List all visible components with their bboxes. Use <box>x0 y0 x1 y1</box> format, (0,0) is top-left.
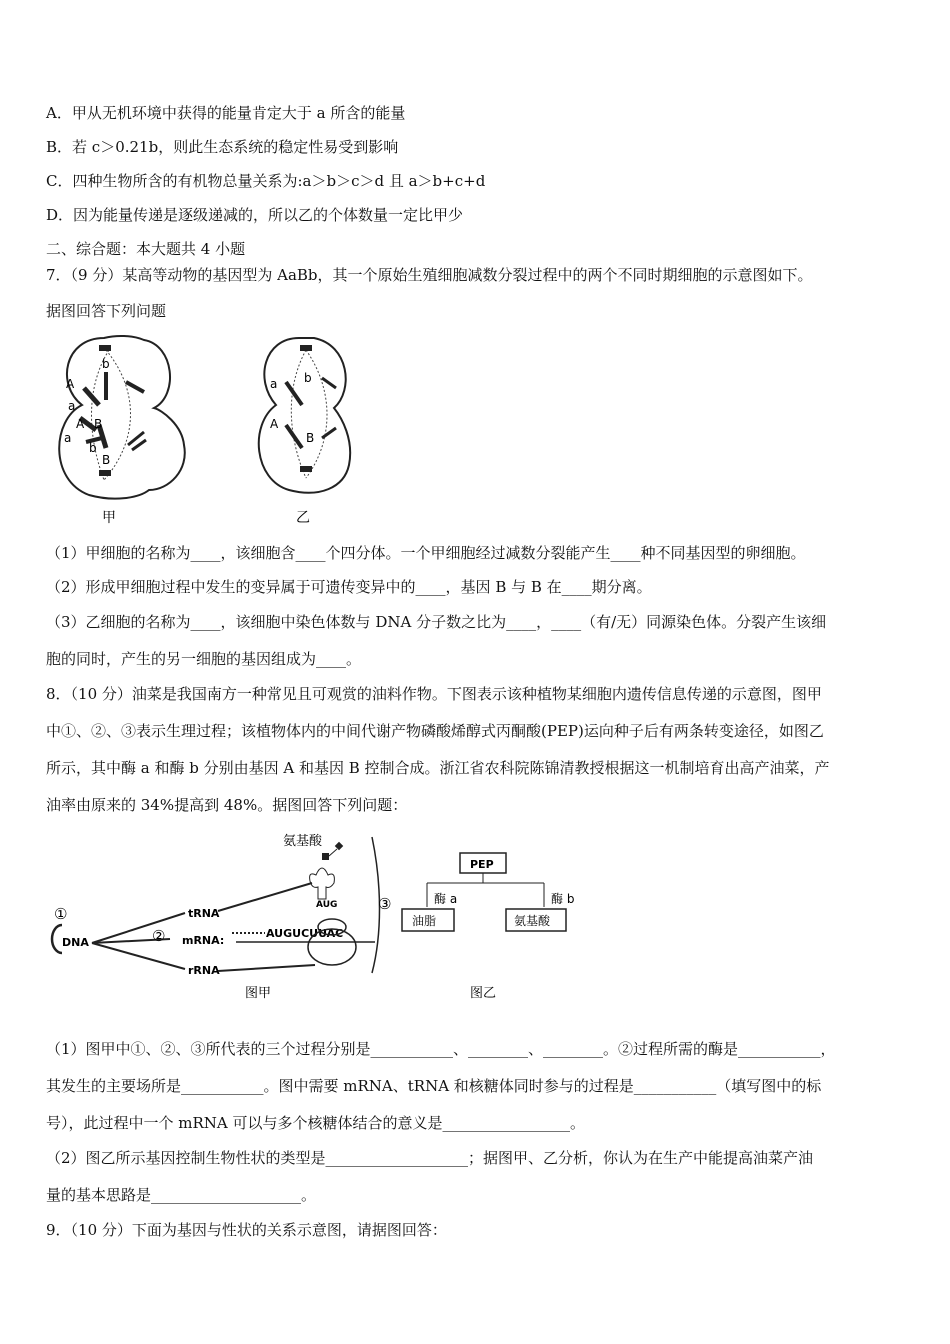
amino-acid-label: 氨基酸 <box>283 834 323 849</box>
mrna-label: mRNA: <box>182 934 225 947</box>
q8-stem-line1: 8．（10 分）油菜是我国南方一种常见且可观赏的油料作物。下图表示该种植物某细胞内遗传信息传递的示意图，图甲 <box>46 685 822 703</box>
q8-figures <box>40 825 600 1005</box>
q7-sub1: （1）甲细胞的名称为____，该细胞含____个四分体。一个甲细胞经过减数分裂能产生____种不同基因型的卵细胞。 <box>46 544 806 562</box>
cell-yi <box>259 338 350 526</box>
circle-3: ③ <box>378 895 392 913</box>
enzyme-a-label: 酶 a <box>434 892 458 906</box>
q8-sub1-line2: 其发生的主要场所是___________。图中需要 mRNA、tRNA 和核糖体同时参与的过程是___________（填写图中的标 <box>46 1077 822 1095</box>
cell-jia <box>59 336 185 526</box>
q8-stem-line3: 所示，其中酶 a 和酶 b 分别由基因 A 和基因 B 控制合成。浙江省农科院陈锦清教授根据这一机制培育出高产油菜，产 <box>46 759 830 777</box>
sequence-label: AUGUCUUAC <box>266 927 344 940</box>
option-c: C．四种生物所含的有机物总量关系为:a＞b＞c＞d 且 a＞b+c+d <box>46 172 486 190</box>
yi-label-a: a <box>270 377 278 391</box>
section-heading: 二、综合题：本大题共 4 小题 <box>46 240 246 258</box>
pep-label: PEP <box>470 858 494 871</box>
figure-yi <box>402 853 574 1001</box>
q7-stem-line1: 7．（9 分）某高等动物的基因型为 AaBb，其一个原始生殖细胞减数分裂过程中的两个不同时期细胞的示意图如下。 <box>46 266 813 284</box>
q7-sub3-line1: （3）乙细胞的名称为____，该细胞中染色体数与 DNA 分子数之比为____，____（有/无）同源染色体。分裂产生该细 <box>46 613 827 631</box>
circle-2: ② <box>152 927 166 945</box>
q8-sub1-line1: （1）图甲中①、②、③所代表的三个过程分别是___________、________、________。②过程所需的酶是___________， <box>46 1040 836 1058</box>
yi-label-B: B <box>306 431 315 445</box>
q7-sub3-line2: 胞的同时，产生的另一细胞的基因组成为____。 <box>46 650 362 668</box>
q7-sub2: （2）形成甲细胞过程中发生的变异属于可遗传变异中的____，基因 B 与 B 在____期分离。 <box>46 578 652 596</box>
figure-jia <box>52 834 391 1001</box>
oil-label: 油脂 <box>412 914 437 928</box>
q8-stem-line4: 油率由原来的 34%提高到 48%。据图回答下列问题： <box>46 796 408 814</box>
yi-label-A: A <box>270 417 279 431</box>
fig-jia-caption: 甲 <box>102 510 116 526</box>
amino-box-label: 氨基酸 <box>514 914 551 928</box>
q8-stem-line2: 中①、②、③表示生理过程；该植物体内的中间代谢产物磷酸烯醇式丙酮酸(PEP)运向种子后有两条转变途径，如图乙 <box>46 722 824 740</box>
label-a2: a <box>64 431 72 445</box>
fig-jia-caption-8: 图甲 <box>245 986 272 1001</box>
option-a: A．甲从无机环境中获得的能量肯定大于 a 所含的能量 <box>46 104 406 122</box>
option-d: D．因为能量传递是逐级递减的，所以乙的个体数量一定比甲少 <box>46 206 464 224</box>
circle-1: ① <box>54 905 68 923</box>
q8-sub2-line2: 量的基本思路是____________________。 <box>46 1186 317 1204</box>
dna-label: DNA <box>62 936 89 949</box>
q9-stem: 9．（10 分）下面为基因与性状的关系示意图，请据图回答： <box>46 1221 447 1239</box>
label-B2: B <box>102 453 111 467</box>
fig-yi-caption: 乙 <box>296 510 310 526</box>
label-a1: a <box>68 399 76 413</box>
label-b1: b <box>102 357 110 371</box>
q7-stem-line2: 据图回答下列问题 <box>46 302 167 320</box>
q8-sub1-line3: 号），此过程中一个 mRNA 可以与多个核糖体结合的意义是_________________。 <box>46 1114 586 1132</box>
label-B1: B <box>94 417 103 431</box>
label-A2: A <box>76 417 85 431</box>
aug-label: AUG <box>316 900 338 910</box>
rrna-label: rRNA <box>188 964 220 977</box>
yi-label-b: b <box>304 371 312 385</box>
label-A1: A <box>66 377 75 391</box>
label-b2: b <box>89 441 97 455</box>
trna-top-label: tRNA <box>188 907 220 920</box>
option-b: B．若 c＞0.21b，则此生态系统的稳定性易受到影响 <box>46 138 399 156</box>
q8-sub2-line1: （2）图乙所示基因控制生物性状的类型是___________________；据图甲、乙分析，你认为在生产中能提高油菜产油 <box>46 1149 814 1167</box>
q7-cell-diagrams <box>44 330 374 530</box>
enzyme-b-label: 酶 b <box>551 892 575 906</box>
fig-yi-caption-8: 图乙 <box>470 986 497 1001</box>
